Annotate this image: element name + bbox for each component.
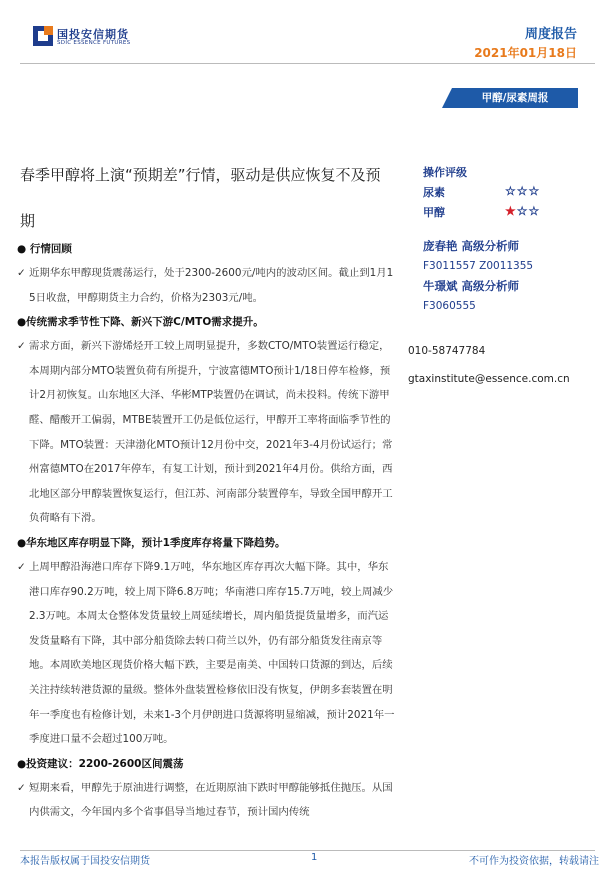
rating-stars: [505, 204, 540, 218]
section-investment-advice: [17, 752, 395, 825]
main-content: [17, 237, 395, 825]
analyst-2-cert: F3060555: [423, 300, 476, 312]
analyst-1: 庞春艳 高级分析师: [423, 239, 520, 253]
footer-divider: [20, 850, 595, 851]
section-body: ✓ 需求方面，新兴下游烯烃开工较上周明显提升，多数CTO/MTO装置运行稳定，本周期内部分MTO装置负荷有所提升，宁波富德MTO预计1/18日停车检修，预计2月初恢复。山东地区大泽、华彬MTP装置仍在调试，尚未投料。传统下游甲醛、醋酸开工偏弱，MTBE装置开工仍是低位运行，甲醇开工率将面临季节性的下降。MTO装置：天津渤化MTO预计12月份中交，2021年3-4月份试运行；常州富德MTO在2017年停车，有复工计划，预计到2021年4月份。供给方面，西北地区部分甲醇装置恢复运行，但江苏、河南部分装置停车，导致全国甲醇开工负荷略有下滑。: [17, 334, 395, 531]
page-title: 春季甲醇将上演“预期差”行情，驱动是供应恢复不及预期: [20, 166, 381, 230]
star-filled-icon: ★: [505, 204, 517, 218]
section-heading: ●投资建议：2200-2600区间震荡: [17, 757, 184, 770]
section-demand: [17, 310, 395, 531]
page-number: 1: [311, 852, 318, 863]
section-market-review: [17, 237, 395, 310]
analyst-1-cert: F3011557 Z0011355: [423, 260, 534, 272]
check-icon: ✓: [17, 781, 26, 794]
logo-english-name: SDIC ESSENCE FUTURES: [57, 40, 131, 46]
logo-chinese-name: 国投安信期货: [57, 28, 129, 41]
section-heading: ●传统需求季节性下降、新兴下游C/MTO需求提升。: [17, 316, 264, 329]
contact-email[interactable]: gtaxinstitute@essence.com.cn: [408, 373, 570, 385]
rating-stars: ☆☆☆: [505, 184, 541, 198]
rating-row-urea: [423, 184, 583, 204]
section-body: ✓ 上周甲醇沿海港口库存下降9.1万吨，华东地区库存再次大幅下降。其中，华东港口库存90.2万吨，较上周下降6.8万吨；华南港口库存15.7万吨，较上周减少2.3万吨。本周太仓整体发货量较上周延续增长，周内船货提货量增多，而汽运发货量略有下降，其中部分船货除去转口荷兰以外，仍有部分船货发往南京等地。本周欧美地区现货价格大幅下跌，主要是南美、中国转口货源的到达，后续关注持续转港货源的量级。整体外盘装置检修依旧没有恢复，伊朗多套装置在明年一季度也有检修计划，未来1-3个月伊朗进口货源将明显缩减，预计2021年一季度进口量不会超过100万吨。: [17, 555, 395, 752]
footer-disclaimer: 不可作为投资依据，转载请注: [469, 856, 599, 867]
footer-copyright: 本报告版权属于国投安信期货: [20, 856, 150, 867]
check-icon: ✓: [17, 340, 26, 353]
logo-mark-icon: [33, 26, 53, 46]
star-empty-icon: ☆☆: [516, 204, 541, 218]
section-body: ✓ 短期来看，甲醇先于原油进行调整，在近期原油下跌时甲醇能够抵住抛压。从国内供需文，今年国内多个省事倡导当地过春节，预计国内传统: [17, 776, 395, 825]
contact-phone: 010-58747784: [408, 345, 486, 357]
check-icon: ✓: [17, 267, 26, 279]
check-icon: ✓: [17, 560, 26, 573]
section-heading: ●华东地区库存明显下降，预计1季度库存将量下降趋势。: [17, 536, 286, 549]
rating-row-methanol: [423, 204, 583, 224]
company-logo: [33, 26, 143, 48]
rating-name: 甲醇: [423, 206, 445, 219]
sector-banner: 甲醇/尿素周报: [452, 88, 578, 108]
section-body: ✓ 近期华东甲醇现货震荡运行，处于2300-2600元/吨内的波动区间。截止到1月15日收盘，甲醇期货主力合约，价格为2303元/吨。: [17, 261, 395, 310]
report-type: 周度报告: [524, 27, 577, 42]
report-date: 2021年01月18日: [474, 46, 577, 60]
section-heading: ● 行情回顾: [17, 243, 72, 255]
rating-name: 尿素: [423, 186, 445, 199]
analyst-2: 牛璟斌 高级分析师: [423, 279, 520, 293]
rating-label: 操作评级: [423, 166, 467, 179]
section-inventory: [17, 531, 395, 752]
header-divider: [20, 63, 595, 64]
